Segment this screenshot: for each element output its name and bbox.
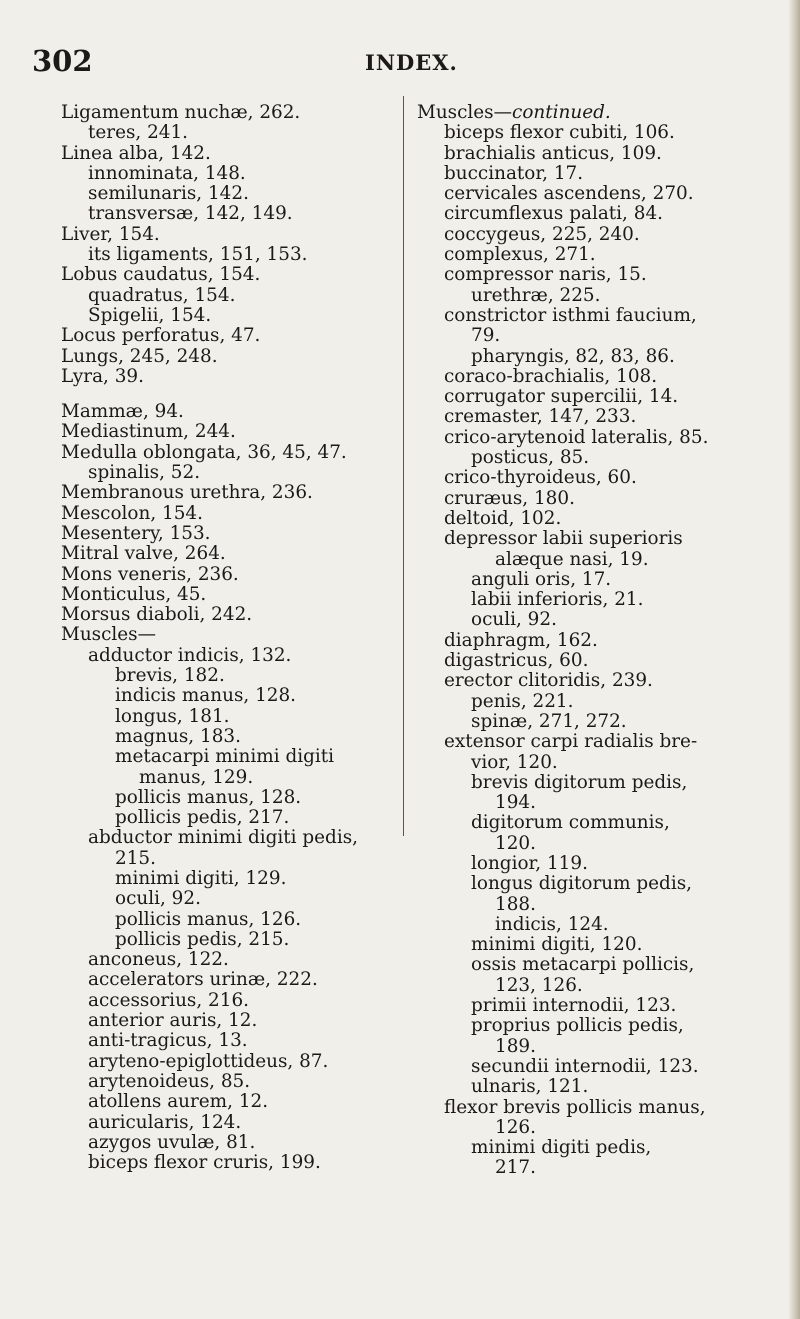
index-entry-text: compressor naris, 15. xyxy=(444,264,647,286)
index-entry xyxy=(417,834,762,854)
index-entry xyxy=(417,915,762,935)
index-entry-text: coccygeus, 225, 240. xyxy=(444,223,640,245)
index-entry-text: pollicis manus, 128. xyxy=(115,786,302,808)
index-entry xyxy=(61,422,397,442)
index-entry-text: pollicis pedis, 217. xyxy=(115,807,290,829)
index-entry-text: biceps flexor cubiti, 106. xyxy=(444,122,675,144)
index-entry-text: Mammæ, 94. xyxy=(61,401,184,423)
index-entry-text: coraco-brachialis, 108. xyxy=(444,365,658,387)
index-entry-text: teres, 241. xyxy=(88,122,189,144)
index-entry-text: ossis metacarpi pollicis, xyxy=(471,954,695,976)
index-entry-text: 123, 126. xyxy=(495,974,583,996)
index-entry xyxy=(61,585,397,605)
index-entry-text: longus, 181. xyxy=(115,705,230,727)
index-entry-text: brachialis anticus, 109. xyxy=(444,142,662,164)
index-entry-text: Ligamentum nuchæ, 262. xyxy=(61,102,301,123)
index-entry-text: arytenoideus, 85. xyxy=(88,1070,251,1092)
index-entry-text: pollicis pedis, 215. xyxy=(115,928,290,950)
index-entry xyxy=(61,265,397,285)
index-entry xyxy=(61,768,397,788)
index-entry-text: 215. xyxy=(115,847,156,869)
index-entry xyxy=(417,529,762,549)
index-entry xyxy=(417,306,762,326)
index-entry xyxy=(61,144,397,164)
index-entry-text: flexor brevis pollicis manus, xyxy=(444,1096,706,1118)
index-entry xyxy=(417,753,762,773)
index-entry xyxy=(417,326,762,346)
index-entry-text: Lobus caudatus, 154. xyxy=(61,264,261,286)
index-entry-text: Linea alba, 142. xyxy=(61,142,211,164)
index-entry xyxy=(61,1031,397,1051)
index-entry-text: spinæ, 271, 272. xyxy=(471,710,627,732)
index-entry xyxy=(61,727,397,747)
index-entry xyxy=(417,692,762,712)
index-entry-text: anterior auris, 12. xyxy=(88,1010,258,1032)
index-entry-text: Muscles— xyxy=(61,624,157,646)
index-entry-text: constrictor isthmi faucium, xyxy=(444,304,697,326)
index-entry-text: Morsus diaboli, 242. xyxy=(61,604,253,626)
index-entry xyxy=(417,1158,762,1178)
index-column-left xyxy=(61,103,397,1173)
index-entry-text: 194. xyxy=(495,792,536,814)
index-entry-text: auricularis, 124. xyxy=(88,1111,242,1133)
index-entry xyxy=(417,955,762,975)
index-entry xyxy=(61,828,397,848)
index-entry-text: Medulla oblongata, 36, 45, 47. xyxy=(61,441,347,463)
index-entry xyxy=(61,347,397,367)
index-entry-text: accessorius, 216. xyxy=(88,989,249,1011)
index-entry xyxy=(61,1072,397,1092)
index-entry xyxy=(417,144,762,164)
page-number: 302 xyxy=(32,44,93,78)
index-entry-text: alæque nasi, 19. xyxy=(495,548,649,570)
index-entry-text: posticus, 85. xyxy=(471,447,590,469)
index-entry-text: complexus, 271. xyxy=(444,244,596,266)
index-entry xyxy=(417,854,762,874)
index-entry xyxy=(61,605,397,625)
index-entry-text: diaphragm, 162. xyxy=(444,629,598,651)
index-entry-text: depressor labii superioris xyxy=(444,528,683,550)
index-entry-text: innominata, 148. xyxy=(88,162,246,184)
index-entry-text: oculi, 92. xyxy=(471,609,557,631)
index-entry-text: urethræ, 225. xyxy=(471,284,601,306)
index-entry xyxy=(417,1016,762,1036)
index-entry xyxy=(61,326,397,346)
index-entry-text: Mescolon, 154. xyxy=(61,502,203,524)
index-entry-text: its ligaments, 151, 153. xyxy=(88,244,308,266)
index-entry xyxy=(61,565,397,585)
index-entry xyxy=(417,103,762,123)
index-entry xyxy=(61,367,397,387)
index-entry xyxy=(417,976,762,996)
index-entry-text: spinalis, 52. xyxy=(88,462,201,484)
index-entry xyxy=(61,930,397,950)
index-entry xyxy=(417,793,762,813)
continued-label: continued. xyxy=(512,102,611,123)
index-entry-text: pharyngis, 82, 83, 86. xyxy=(471,345,675,367)
index-entry xyxy=(61,1113,397,1133)
index-entry xyxy=(61,1011,397,1031)
index-entry-text: longior, 119. xyxy=(471,852,588,874)
index-entry xyxy=(61,869,397,889)
index-column-right xyxy=(417,103,762,1179)
index-entry-text: corrugator supercilii, 14. xyxy=(444,386,679,408)
index-entry xyxy=(417,773,762,793)
index-entry xyxy=(61,1092,397,1112)
index-entry xyxy=(417,367,762,387)
section-gap xyxy=(61,387,397,402)
index-entry xyxy=(417,489,762,509)
index-entry-text: Lungs, 245, 248. xyxy=(61,345,218,367)
index-entry-text: magnus, 183. xyxy=(115,725,241,747)
index-entry-text: manus, 129. xyxy=(139,766,254,788)
index-entry xyxy=(61,164,397,184)
page-title: INDEX. xyxy=(365,50,458,75)
index-entry-text: extensor carpi radialis bre- xyxy=(444,731,698,753)
index-entry xyxy=(417,610,762,630)
index-entry xyxy=(417,428,762,448)
index-entry xyxy=(417,1057,762,1077)
index-entry xyxy=(417,123,762,143)
index-entry-text: adductor indicis, 132. xyxy=(88,644,292,666)
index-entry xyxy=(61,463,397,483)
index-entry-text: labii inferioris, 21. xyxy=(471,589,644,611)
index-entry xyxy=(61,991,397,1011)
index-entry xyxy=(61,1052,397,1072)
index-entry-text: Membranous urethra, 236. xyxy=(61,482,313,504)
index-entry-text: 189. xyxy=(495,1035,536,1057)
index-entry-text: Lyra, 39. xyxy=(61,365,144,387)
index-entry xyxy=(61,544,397,564)
index-entry-text: pollicis manus, 126. xyxy=(115,908,302,930)
page-edge xyxy=(788,0,800,1319)
index-entry xyxy=(417,448,762,468)
index-entry-text: proprius pollicis pedis, xyxy=(471,1015,684,1037)
column-divider xyxy=(403,96,404,836)
index-entry xyxy=(417,265,762,285)
index-entry xyxy=(61,889,397,909)
index-entry-text: transversæ, 142, 149. xyxy=(88,203,293,225)
index-entry-text: digastricus, 60. xyxy=(444,650,589,672)
index-entry-text: Spigelii, 154. xyxy=(88,304,212,326)
index-entry xyxy=(61,286,397,306)
index-entry-text: 188. xyxy=(495,893,536,915)
index-entry xyxy=(417,204,762,224)
index-entry-text: minimi digiti, 120. xyxy=(471,934,643,956)
index-entry xyxy=(61,707,397,727)
index-entry-text: atollens aurem, 12. xyxy=(88,1091,269,1113)
index-entry-text: Mons veneris, 236. xyxy=(61,563,239,585)
index-entry-text: 79. xyxy=(471,325,501,347)
index-entry xyxy=(61,808,397,828)
index-entry-text: Locus perforatus, 47. xyxy=(61,325,261,347)
index-entry-text: brevis, 182. xyxy=(115,665,225,687)
index-entry xyxy=(417,651,762,671)
index-entry xyxy=(61,225,397,245)
index-entry xyxy=(417,1138,762,1158)
index-entry xyxy=(61,204,397,224)
index-entry xyxy=(417,509,762,529)
index-entry-text: minimi digiti pedis, xyxy=(471,1137,652,1159)
index-entry xyxy=(417,225,762,245)
index-entry xyxy=(61,443,397,463)
index-entry-text: anguli oris, 17. xyxy=(471,568,612,590)
index-entry-text: cervicales ascendens, 270. xyxy=(444,183,694,205)
index-entry-text: 126. xyxy=(495,1116,536,1138)
index-entry-text: semilunaris, 142. xyxy=(88,183,249,205)
index-entry xyxy=(61,970,397,990)
index-entry-text: crico-arytenoid lateralis, 85. xyxy=(444,426,709,448)
index-entry-text: penis, 221. xyxy=(471,690,574,712)
index-entry-text: crico-thyroideus, 60. xyxy=(444,467,637,489)
index-entry xyxy=(417,732,762,752)
index-entry xyxy=(417,286,762,306)
index-entry xyxy=(417,996,762,1016)
index-entry-text: Mitral valve, 264. xyxy=(61,543,226,565)
index-entry-text: erector clitoridis, 239. xyxy=(444,670,653,692)
index-entry xyxy=(61,625,397,645)
index-entry xyxy=(417,1037,762,1057)
index-entry xyxy=(417,164,762,184)
index-entry xyxy=(61,950,397,970)
index-entry-text: Muscles— xyxy=(417,102,513,123)
index-entry xyxy=(417,245,762,265)
index-entry-text: longus digitorum pedis, xyxy=(471,873,692,895)
index-entry xyxy=(61,686,397,706)
index-entry xyxy=(417,590,762,610)
index-entry xyxy=(417,874,762,894)
index-entry xyxy=(61,504,397,524)
index-entry-text: 217. xyxy=(495,1157,536,1179)
index-entry-text: metacarpi minimi digiti xyxy=(115,746,335,768)
index-entry-text: ulnaris, 121. xyxy=(471,1076,589,1098)
index-entry-text: minimi digiti, 129. xyxy=(115,867,287,889)
index-entry xyxy=(417,1098,762,1118)
index-entry xyxy=(417,387,762,407)
index-entry xyxy=(417,468,762,488)
index-entry-text: Liver, 154. xyxy=(61,223,160,245)
index-entry-text: biceps flexor cruris, 199. xyxy=(88,1152,321,1174)
index-entry-text: Monticulus, 45. xyxy=(61,583,207,605)
index-entry-text: vior, 120. xyxy=(471,751,558,773)
index-entry xyxy=(61,524,397,544)
index-entry-text: 120. xyxy=(495,832,536,854)
index-entry xyxy=(61,747,397,767)
index-entry-text: aryteno-epiglottideus, 87. xyxy=(88,1050,329,1072)
index-entry xyxy=(417,935,762,955)
index-entry xyxy=(61,184,397,204)
index-entry-text: circumflexus palati, 84. xyxy=(444,203,663,225)
index-entry xyxy=(417,347,762,367)
index-entry xyxy=(417,671,762,691)
index-entry xyxy=(417,184,762,204)
index-entry xyxy=(417,1118,762,1138)
index-entry xyxy=(61,1153,397,1173)
index-entry-text: buccinator, 17. xyxy=(444,162,584,184)
index-entry xyxy=(61,646,397,666)
index-entry xyxy=(61,123,397,143)
index-entry-text: quadratus, 154. xyxy=(88,284,236,306)
index-entry xyxy=(61,1133,397,1153)
index-entry xyxy=(417,813,762,833)
index-entry xyxy=(417,895,762,915)
index-entry-text: secundii internodii, 123. xyxy=(471,1055,699,1077)
index-entry xyxy=(417,1077,762,1097)
index-entry-text: brevis digitorum pedis, xyxy=(471,771,688,793)
index-entry-text: indicis, 124. xyxy=(495,913,609,935)
index-entry xyxy=(61,306,397,326)
index-entry-text: deltoid, 102. xyxy=(444,507,562,529)
index-entry xyxy=(61,483,397,503)
index-entry-text: anti-tragicus, 13. xyxy=(88,1030,248,1052)
index-entry xyxy=(61,910,397,930)
index-entry xyxy=(417,712,762,732)
index-entry xyxy=(61,245,397,265)
index-entry xyxy=(61,402,397,422)
index-entry-text: accelerators urinæ, 222. xyxy=(88,969,318,991)
index-entry xyxy=(61,849,397,869)
index-entry xyxy=(417,407,762,427)
index-entry-text: oculi, 92. xyxy=(115,888,201,910)
index-entry-text: Mediastinum, 244. xyxy=(61,421,236,443)
index-entry xyxy=(61,103,397,123)
index-entry-text: cruræus, 180. xyxy=(444,487,575,509)
index-entry-text: Mesentery, 153. xyxy=(61,522,211,544)
index-entry xyxy=(61,666,397,686)
index-entry-text: azygos uvulæ, 81. xyxy=(88,1131,256,1153)
index-entry-text: abductor minimi digiti pedis, xyxy=(88,827,358,849)
index-entry-text: cremaster, 147, 233. xyxy=(444,406,637,428)
index-entry xyxy=(417,570,762,590)
index-entry-text: indicis manus, 128. xyxy=(115,685,297,707)
index-entry xyxy=(417,631,762,651)
index-entry-text: digitorum communis, xyxy=(471,812,670,834)
index-entry xyxy=(417,550,762,570)
index-entry xyxy=(61,788,397,808)
index-entry-text: anconeus, 122. xyxy=(88,949,229,971)
index-entry-text: primii internodii, 123. xyxy=(471,995,677,1017)
